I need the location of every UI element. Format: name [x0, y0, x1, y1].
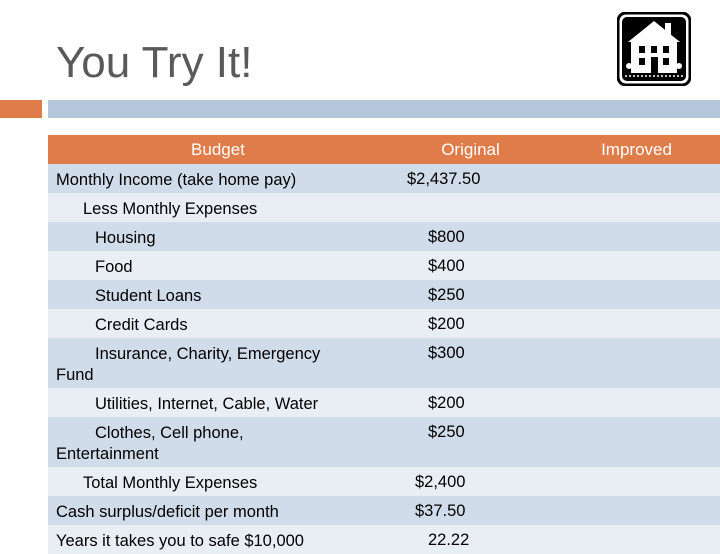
- table-row: [48, 222, 720, 251]
- row-label: Food: [95, 258, 133, 276]
- row-improved: [553, 251, 720, 280]
- row-improved: [553, 496, 720, 525]
- row-improved: [553, 222, 720, 251]
- row-original: $250: [428, 286, 465, 304]
- row-label: Credit Cards: [95, 316, 188, 334]
- row-label: Student Loans: [95, 287, 202, 305]
- row-improved: [553, 338, 720, 388]
- header-improved: Improved: [553, 135, 720, 164]
- accent-bar-blue: [48, 100, 720, 118]
- header-original: Original: [388, 135, 553, 164]
- row-label: Housing: [95, 229, 156, 247]
- row-label: Utilities, Internet, Cable, Water: [95, 395, 319, 413]
- header-budget: Budget: [48, 135, 388, 164]
- table-row: [48, 496, 720, 525]
- row-original: $2,400: [415, 473, 466, 491]
- row-improved: [553, 164, 720, 193]
- row-label: Monthly Income (take home pay): [48, 164, 388, 193]
- table-row: [48, 388, 720, 417]
- table-row: [48, 309, 720, 338]
- accent-bar-orange: [0, 100, 42, 118]
- row-original: $200: [428, 315, 465, 333]
- row-original: $2,437.50: [407, 170, 481, 188]
- row-improved: [553, 388, 720, 417]
- row-label: Less Monthly Expenses: [83, 200, 258, 218]
- row-label: Total Monthly Expenses: [83, 474, 258, 492]
- row-original: $800: [428, 228, 465, 246]
- table-header-row: [48, 135, 720, 164]
- row-original: $37.50: [415, 502, 466, 520]
- row-label-line2: Entertainment: [56, 445, 159, 463]
- table-row: [48, 280, 720, 309]
- table-row: [48, 193, 720, 222]
- row-original: 22.22: [428, 531, 470, 549]
- row-original: [388, 193, 553, 222]
- row-original: $200: [428, 394, 465, 412]
- row-label: Cash surplus/deficit per month: [48, 496, 388, 525]
- house-icon: [617, 12, 691, 86]
- budget-table: [48, 135, 720, 554]
- row-improved: [553, 193, 720, 222]
- row-improved: [553, 417, 720, 467]
- row-original: $400: [428, 257, 465, 275]
- table-row: [48, 467, 720, 496]
- table-row: [48, 251, 720, 280]
- slide-title: You Try It!: [56, 38, 253, 87]
- row-label: Years it takes you to safe $10,000: [48, 525, 388, 554]
- row-improved: [553, 309, 720, 338]
- table-row: [48, 338, 720, 388]
- row-label-line2: Fund: [56, 366, 94, 384]
- row-original: $300: [428, 344, 465, 362]
- table-row: [48, 164, 720, 193]
- row-improved: [553, 280, 720, 309]
- row-label-line1: Clothes, Cell phone,: [95, 424, 244, 442]
- table-row: [48, 417, 720, 467]
- row-improved: [553, 467, 720, 496]
- row-label-line1: Insurance, Charity, Emergency: [95, 345, 321, 363]
- row-original: $250: [428, 423, 465, 441]
